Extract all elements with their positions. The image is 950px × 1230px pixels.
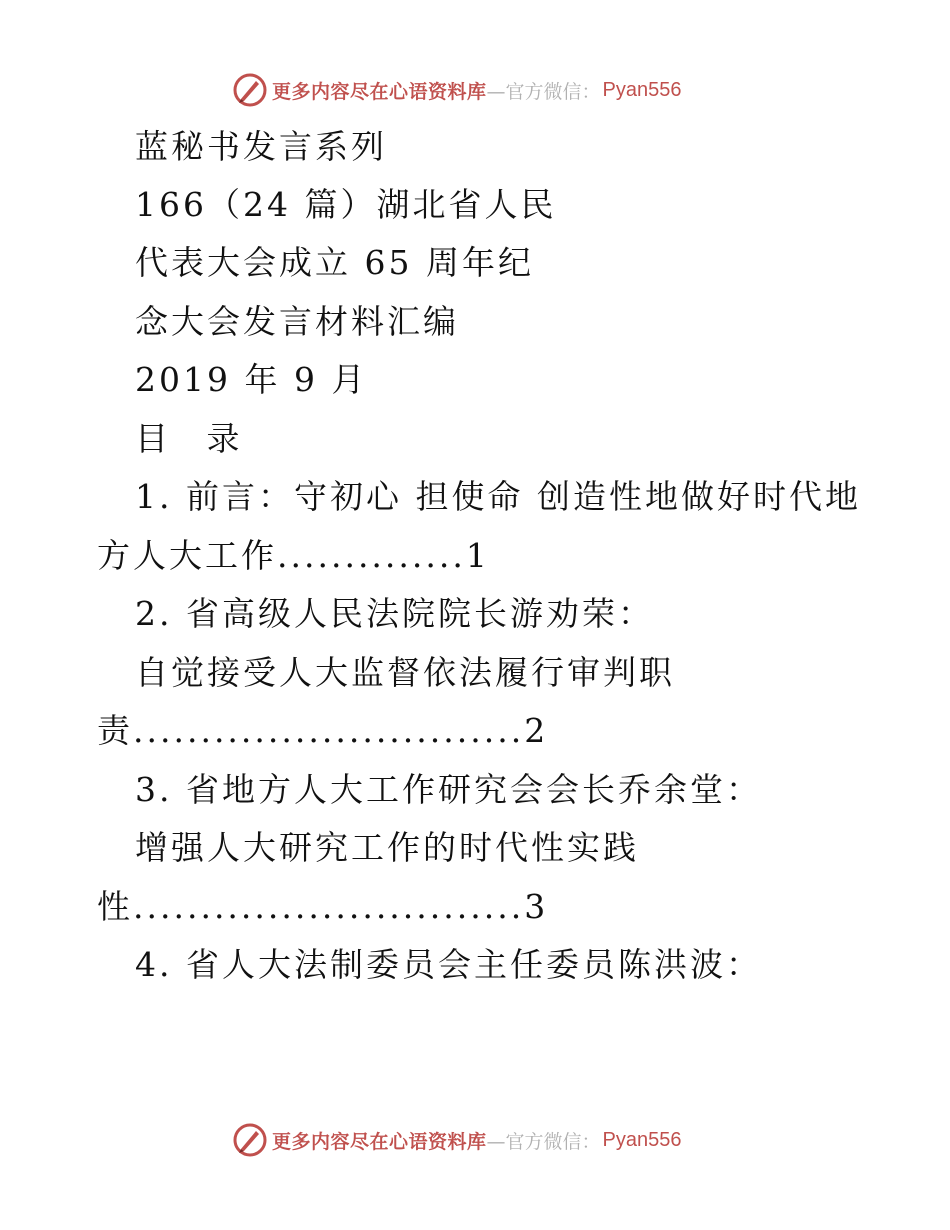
watermark-separator-text: —官方微信： xyxy=(486,80,601,103)
toc-entry-1-cont: 方人大工作..............1 xyxy=(97,536,490,575)
toc-entry-2-cont: 责.............................2 xyxy=(97,711,549,750)
quill-pen-logo-icon xyxy=(232,1122,268,1158)
watermark-main-text: 更多内容尽在心语资料库 xyxy=(272,1130,487,1153)
toc-entry-3-cont: 性.............................3 xyxy=(97,887,549,926)
toc-entry-1: 1. 前言：守初心 担使命 创造性地做好时代地 xyxy=(135,477,861,516)
toc-entry-2: 2. 省高级人民法院院长游劝荣： xyxy=(135,594,654,633)
watermark-wechat-id: Pyan556 xyxy=(602,1128,682,1151)
toc-entry-4: 4. 省人大法制委员会主任委员陈洪波： xyxy=(135,945,762,984)
doc-date: 2019 年 9 月 xyxy=(135,360,368,399)
quill-pen-logo-icon xyxy=(232,72,268,108)
watermark-wechat-id: Pyan556 xyxy=(602,78,682,101)
watermark-separator-text: —官方微信： xyxy=(486,1130,601,1153)
toc-entry-2-subtitle: 自觉接受人大监督依法履行审判职 xyxy=(135,653,675,692)
watermark-main-text: 更多内容尽在心语资料库 xyxy=(272,80,487,103)
watermark-banner-bottom xyxy=(232,1120,682,1160)
doc-title-line-1: 蓝秘书发言系列 xyxy=(135,127,387,166)
toc-entry-3: 3. 省地方人大工作研究会会长乔余堂： xyxy=(135,770,762,809)
watermark-banner-top xyxy=(232,70,682,110)
toc-heading: 目 录 xyxy=(135,419,254,458)
doc-title-line-3: 代表大会成立 65 周年纪 xyxy=(135,243,534,282)
toc-entry-3-subtitle: 增强人大研究工作的时代性实践 xyxy=(135,828,639,867)
doc-title-line-2: 166（24 篇）湖北省人民 xyxy=(135,185,557,224)
doc-title-line-4: 念大会发言材料汇编 xyxy=(135,302,459,341)
